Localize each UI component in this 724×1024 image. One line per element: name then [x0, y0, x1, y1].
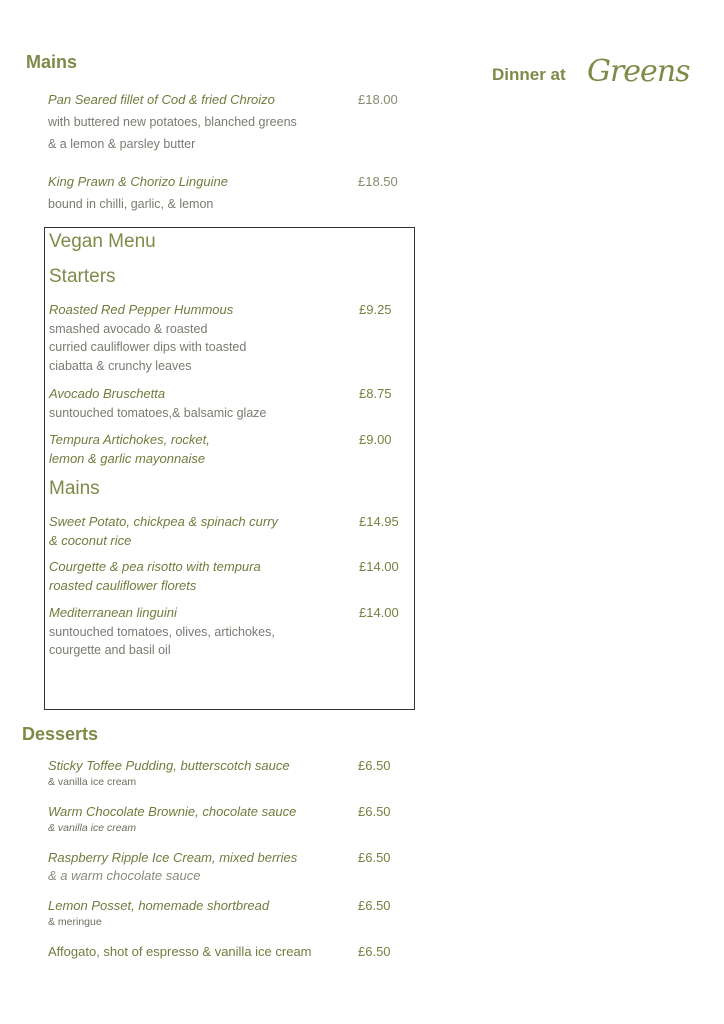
item-price: £6.50 — [358, 944, 391, 959]
menu-item — [49, 301, 409, 375]
item-name: Lemon Posset, homemade shortbread — [48, 898, 270, 913]
item-desc: & meringue — [48, 916, 102, 928]
item-name: Tempura Artichokes, rocket, — [49, 432, 210, 447]
item-price: £18.50 — [358, 174, 398, 189]
desserts-heading: Desserts — [22, 724, 99, 744]
item-name: Warm Chocolate Brownie, chocolate sauce — [48, 804, 297, 819]
item-price: £18.00 — [358, 92, 398, 107]
menu-item — [48, 171, 408, 215]
menu-item — [49, 431, 409, 468]
item-desc: bound in chilli, garlic, & lemon — [48, 197, 214, 211]
item-desc: & a lemon & parsley butter — [48, 137, 196, 151]
item-price: £14.00 — [359, 559, 399, 574]
item-name: Pan Seared fillet of Cod & fried Chroizo — [48, 92, 275, 107]
starters-heading: Starters — [49, 266, 116, 287]
item-desc: & vanilla ice cream — [48, 822, 137, 834]
menu-item — [48, 896, 408, 930]
item-desc: suntouched tomatoes,& balsamic glaze — [49, 405, 267, 420]
item-name-cont: roasted cauliflower florets — [49, 577, 197, 593]
menu-item — [49, 558, 409, 595]
item-name: Roasted Red Pepper Hummous — [49, 302, 234, 317]
item-name-cont: & coconut rice — [49, 532, 132, 548]
item-price: £6.50 — [358, 804, 391, 819]
item-price: £8.75 — [359, 386, 392, 401]
menu-item — [48, 89, 408, 155]
item-price: £9.25 — [359, 302, 392, 317]
item-name: Affogato, shot of espresso & vanilla ice cream — [48, 944, 312, 959]
menu-item — [48, 756, 408, 790]
item-desc: suntouched tomatoes, olives, artichokes, — [49, 624, 275, 639]
item-desc: smashed avocado & roasted — [49, 321, 208, 336]
logo-brand: Greens — [587, 54, 690, 89]
item-price: £6.50 — [358, 758, 391, 773]
vegan-menu-box — [44, 227, 415, 710]
item-price: £6.50 — [358, 898, 391, 913]
item-price: £9.00 — [359, 432, 392, 447]
item-price: £14.95 — [359, 514, 399, 529]
menu-item — [49, 513, 409, 550]
item-name: Mediterranean linguini — [49, 605, 177, 620]
item-name-cont: lemon & garlic mayonnaise — [49, 450, 206, 466]
item-desc: & vanilla ice cream — [48, 776, 137, 788]
menu-item — [48, 848, 408, 885]
menu-item — [48, 802, 408, 836]
item-desc: curried cauliflower dips with toasted — [49, 340, 247, 354]
item-name: Raspberry Ripple Ice Cream, mixed berries — [48, 850, 298, 865]
item-name: Sticky Toffee Pudding, butterscotch sauce — [48, 758, 290, 773]
item-price: £14.00 — [359, 605, 399, 620]
item-name: Avocado Bruschetta — [49, 386, 166, 401]
vegan-title: Vegan Menu — [49, 231, 156, 252]
vegan-mains-heading: Mains — [49, 478, 100, 499]
menu-item — [49, 604, 409, 660]
item-desc: courgette and basil oil — [49, 643, 171, 657]
item-desc: & a warm chocolate sauce — [48, 868, 201, 883]
item-desc: ciabatta & crunchy leaves — [49, 358, 192, 373]
item-name: King Prawn & Chorizo Linguine — [48, 174, 228, 189]
item-name: Courgette & pea risotto with tempura — [49, 559, 261, 574]
menu-item — [49, 385, 409, 422]
item-desc: with buttered new potatoes, blanched greens — [48, 115, 297, 129]
menu-item — [48, 942, 408, 961]
item-price: £6.50 — [358, 850, 391, 865]
item-name: Sweet Potato, chickpea & spinach curry — [49, 514, 279, 529]
mains-heading: Mains — [26, 52, 78, 72]
logo-prefix: Dinner at — [492, 65, 566, 84]
